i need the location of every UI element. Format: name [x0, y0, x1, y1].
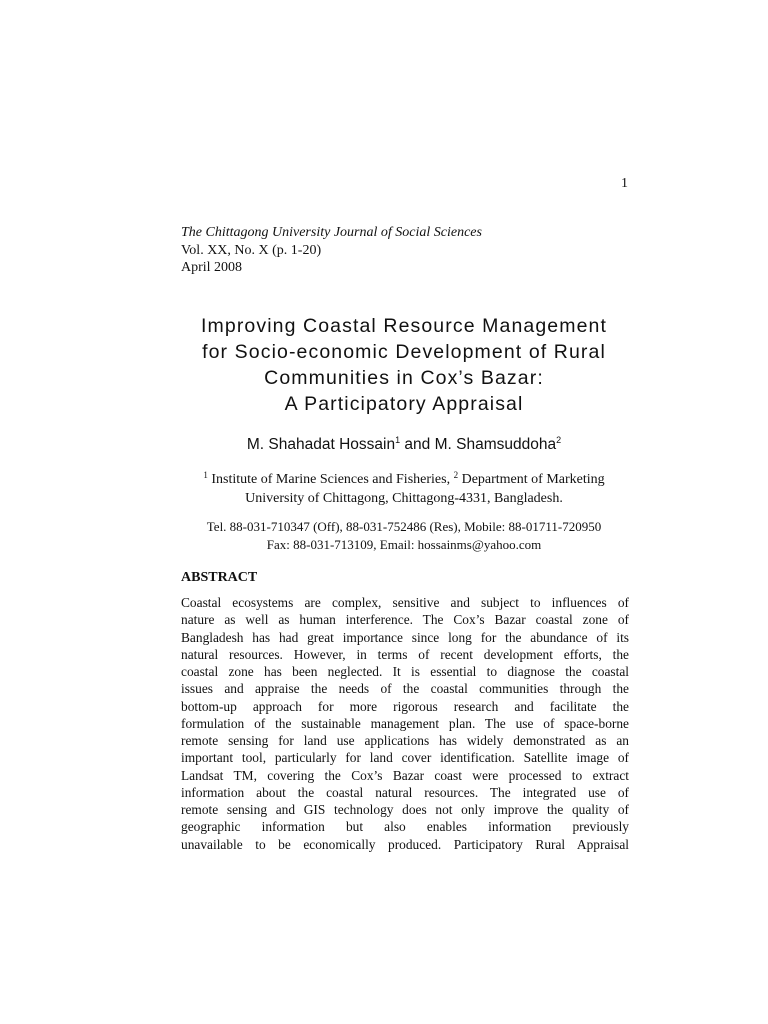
abstract-line: Coastal ecosystems are complex, sensitive and subject to influences of: [181, 595, 629, 610]
affiliation-line-2: University of Chittagong, Chittagong-4331, Bangladesh.: [245, 491, 563, 506]
abstract-line: geographic information but also enables information previously: [181, 819, 629, 835]
affiliation-mark-2: 2: [453, 470, 459, 480]
title-line: A Participatory Appraisal: [284, 393, 524, 415]
abstract-heading: ABSTRACT: [181, 570, 258, 585]
abstract-line: remote sensing for land use applications has widely demonstrated as an: [181, 733, 629, 748]
abstract-line: Bangladesh has had great importance since long for the abundance of its: [181, 629, 629, 645]
author-1: M. Shahadat Hossain: [246, 436, 396, 453]
paper-title: [120, 313, 688, 417]
institute-1: Institute of Marine Sciences and Fisheries,: [207, 472, 454, 487]
title-line: Communities in Cox’s Bazar:: [264, 367, 544, 389]
journal-date: April 2008: [181, 260, 243, 275]
page-number: 1: [621, 176, 628, 191]
abstract-line: Landsat TM, covering the Cox’s Bazar coast were processed to extract: [181, 767, 629, 783]
contact-fax-email: Fax: 88-031-713109, Email: hossainms@yahoo.com: [266, 536, 542, 552]
abstract-line: bottom-up approach for more rigorous research and facilitate the: [181, 698, 629, 714]
author-connector: and: [400, 436, 435, 453]
abstract-line: information about the coastal natural resources. The integrated use of: [181, 784, 629, 800]
abstract-body: [181, 594, 629, 853]
journal-volume: Vol. XX, No. X (p. 1-20): [181, 242, 322, 258]
abstract-line: nature as well as human interference. The Cox’s Bazar coastal zone of: [181, 612, 629, 628]
affiliations: [120, 466, 688, 508]
author-2-affiliation-mark: 2: [556, 435, 562, 445]
institute-2: Department of Marketing: [458, 472, 605, 487]
contact-phone: Tel. 88-031-710347 (Off), 88-031-752486 (Res), Mobile: 88-01711-720950: [206, 519, 602, 534]
title-line: Improving Coastal Resource Management: [201, 315, 607, 337]
journal-name: The Chittagong University Journal of Social Sciences: [181, 225, 482, 240]
abstract-line: unavailable to be economically produced. Participatory Rural Appraisal: [181, 836, 629, 852]
authors: [120, 435, 688, 454]
abstract-line: natural resources. However, in terms of recent development efforts, the: [181, 646, 629, 662]
title-line: for Socio-economic Development of Rural: [202, 341, 606, 363]
abstract-line: remote sensing and GIS technology does not only improve the quality of: [181, 802, 629, 817]
abstract-line: issues and appraise the needs of the coastal communities through the: [181, 681, 629, 697]
abstract-line: coastal zone has been neglected. It is essential to diagnose the coastal: [181, 664, 629, 679]
affiliation-mark-1: 1: [203, 470, 208, 480]
contact-info: [120, 518, 688, 553]
abstract-line: formulation of the sustainable management plan. The use of space-borne: [181, 715, 629, 731]
author-2: M. Shamsuddoha: [434, 436, 557, 453]
journal-info: [181, 224, 482, 277]
affiliation-line-1: [120, 466, 688, 489]
abstract-line: important tool, particularly for land cover identification. Satellite image of: [181, 750, 629, 766]
author-1-affiliation-mark: 1: [395, 435, 401, 445]
